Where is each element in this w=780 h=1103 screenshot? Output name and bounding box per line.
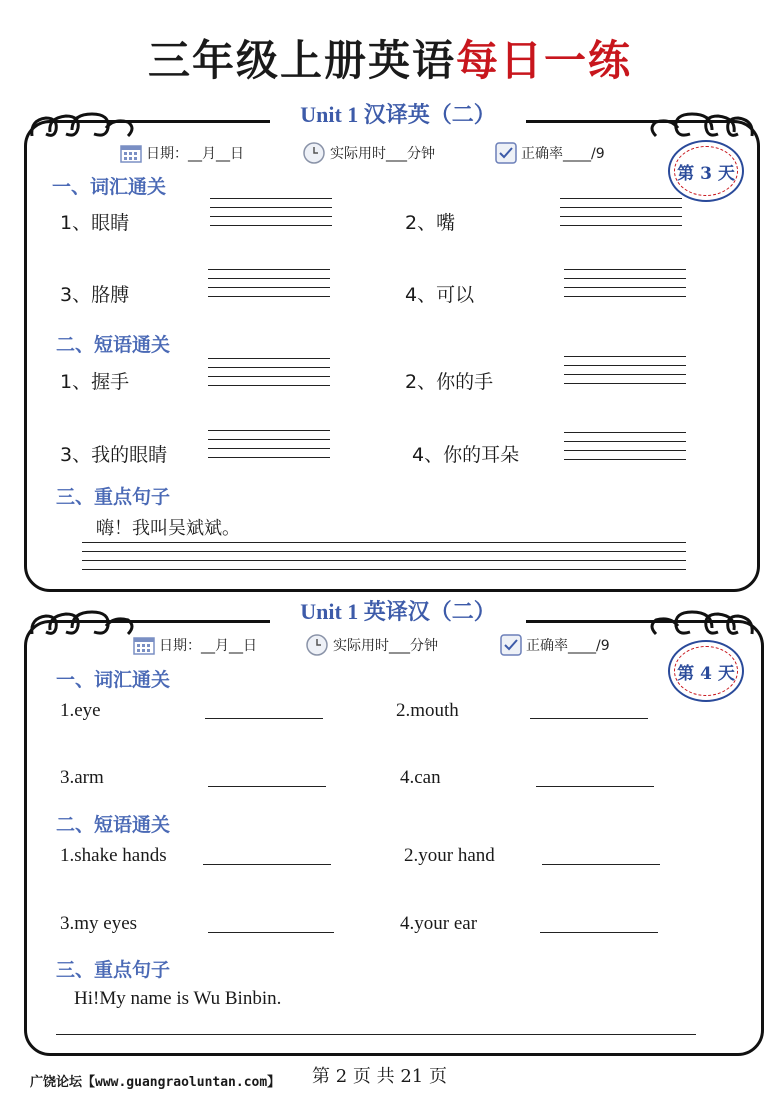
day4-stamp-text: 第 4 天 [674,646,738,696]
day4-answer-line-1 [205,718,323,719]
day4-time-label: 实际用时___分钟 [333,638,438,654]
day3-time-label: 实际用时___分钟 [330,146,435,162]
day3-answer-lines-7 [208,430,330,466]
day4-accuracy [500,634,610,656]
scroll-left-icon [28,108,138,144]
day4-answer-line-3 [208,786,326,787]
day4-sentence: Hi!My name is Wu Binbin. [74,988,282,1009]
footer-page-number: 第 2 页 共 21 页 [312,1066,447,1087]
day4-stamp [668,640,744,702]
day4-vocab-3: 3.arm [60,767,104,788]
day3-stamp [668,140,744,202]
day4-phrase-4: 4.your ear [400,913,478,934]
day3-accuracy [495,142,605,164]
day3-answer-lines-5 [208,358,330,394]
day3-stamp-text: 第 3 天 [674,146,738,196]
day4-answer-line-4 [536,786,654,787]
day3-vocab-1: 1、眼睛 [60,212,130,234]
day4-answer-line-6 [542,864,660,865]
day4-unit-title: Unit 1 英译汉（二） [270,595,526,626]
day4-date [133,635,257,655]
day3-section-sentence: 三、重点句子 [56,486,171,508]
day4-date-label: 日期：__月__日 [159,638,257,654]
scroll-left-icon [28,606,138,642]
day3-answer-lines-8 [564,432,686,468]
day3-phrase-2: 2、你的手 [405,371,494,393]
day4-phrase-2: 2.your hand [404,845,495,866]
day3-answer-lines-1 [210,198,332,234]
day4-sentence-line [56,1034,696,1035]
footer-site: 广饶论坛【www.guangraoluntan.com】 [30,1075,281,1090]
checkbox-icon [500,634,522,656]
day4-phrase-1: 1.shake hands [60,845,167,866]
day3-unit-title: Unit 1 汉译英（二） [270,98,526,129]
day4-phrase-3: 3.my eyes [60,913,138,934]
day4-time [305,633,438,657]
checkbox-icon [495,142,517,164]
title-red: 每日一练 [456,36,633,85]
day4-section-phrases: 二、短语通关 [56,814,171,836]
day4-section-vocab: 一、词汇通关 [56,669,171,691]
title-black: 三年级上册英语 [147,36,456,85]
scroll-right-icon [640,108,756,144]
scroll-right-icon [640,606,756,642]
day3-vocab-3: 3、胳膊 [60,284,130,306]
day4-vocab-4: 4.can [400,767,441,788]
day3-phrase-3: 3、我的眼睛 [60,444,168,466]
day3-date [120,143,244,163]
day3-phrase-1: 1、握手 [60,371,130,393]
day3-accuracy-label: 正确率____/9 [521,146,605,162]
day4-section-sentence: 三、重点句子 [56,959,171,981]
clock-icon [305,633,329,657]
day3-date-label: 日期：__月__日 [146,146,244,162]
day3-sentence-lines [82,542,686,578]
day3-vocab-4: 4、可以 [405,284,475,306]
day4-vocab-1: 1.eye [60,700,101,721]
day3-phrase-4: 4、你的耳朵 [412,444,520,466]
day3-sentence: 嗨！我叫吴斌斌。 [96,518,240,539]
calendar-icon [120,143,142,163]
day3-section-phrases: 二、短语通关 [56,334,171,356]
day3-answer-lines-6 [564,356,686,392]
day4-accuracy-label: 正确率____/9 [526,638,610,654]
clock-icon [302,141,326,165]
day3-section-vocab: 一、词汇通关 [52,176,167,198]
calendar-icon [133,635,155,655]
day3-time [302,141,435,165]
day4-vocab-2: 2.mouth [396,700,459,721]
day4-answer-line-7 [208,932,334,933]
day4-answer-line-8 [540,932,658,933]
day3-answer-lines-2 [560,198,682,234]
day3-vocab-2: 2、嘴 [405,212,456,234]
day4-answer-line-5 [203,864,331,865]
day3-answer-lines-4 [564,269,686,305]
day4-answer-line-2 [530,718,648,719]
day3-answer-lines-3 [208,269,330,305]
page-title [0,28,780,88]
